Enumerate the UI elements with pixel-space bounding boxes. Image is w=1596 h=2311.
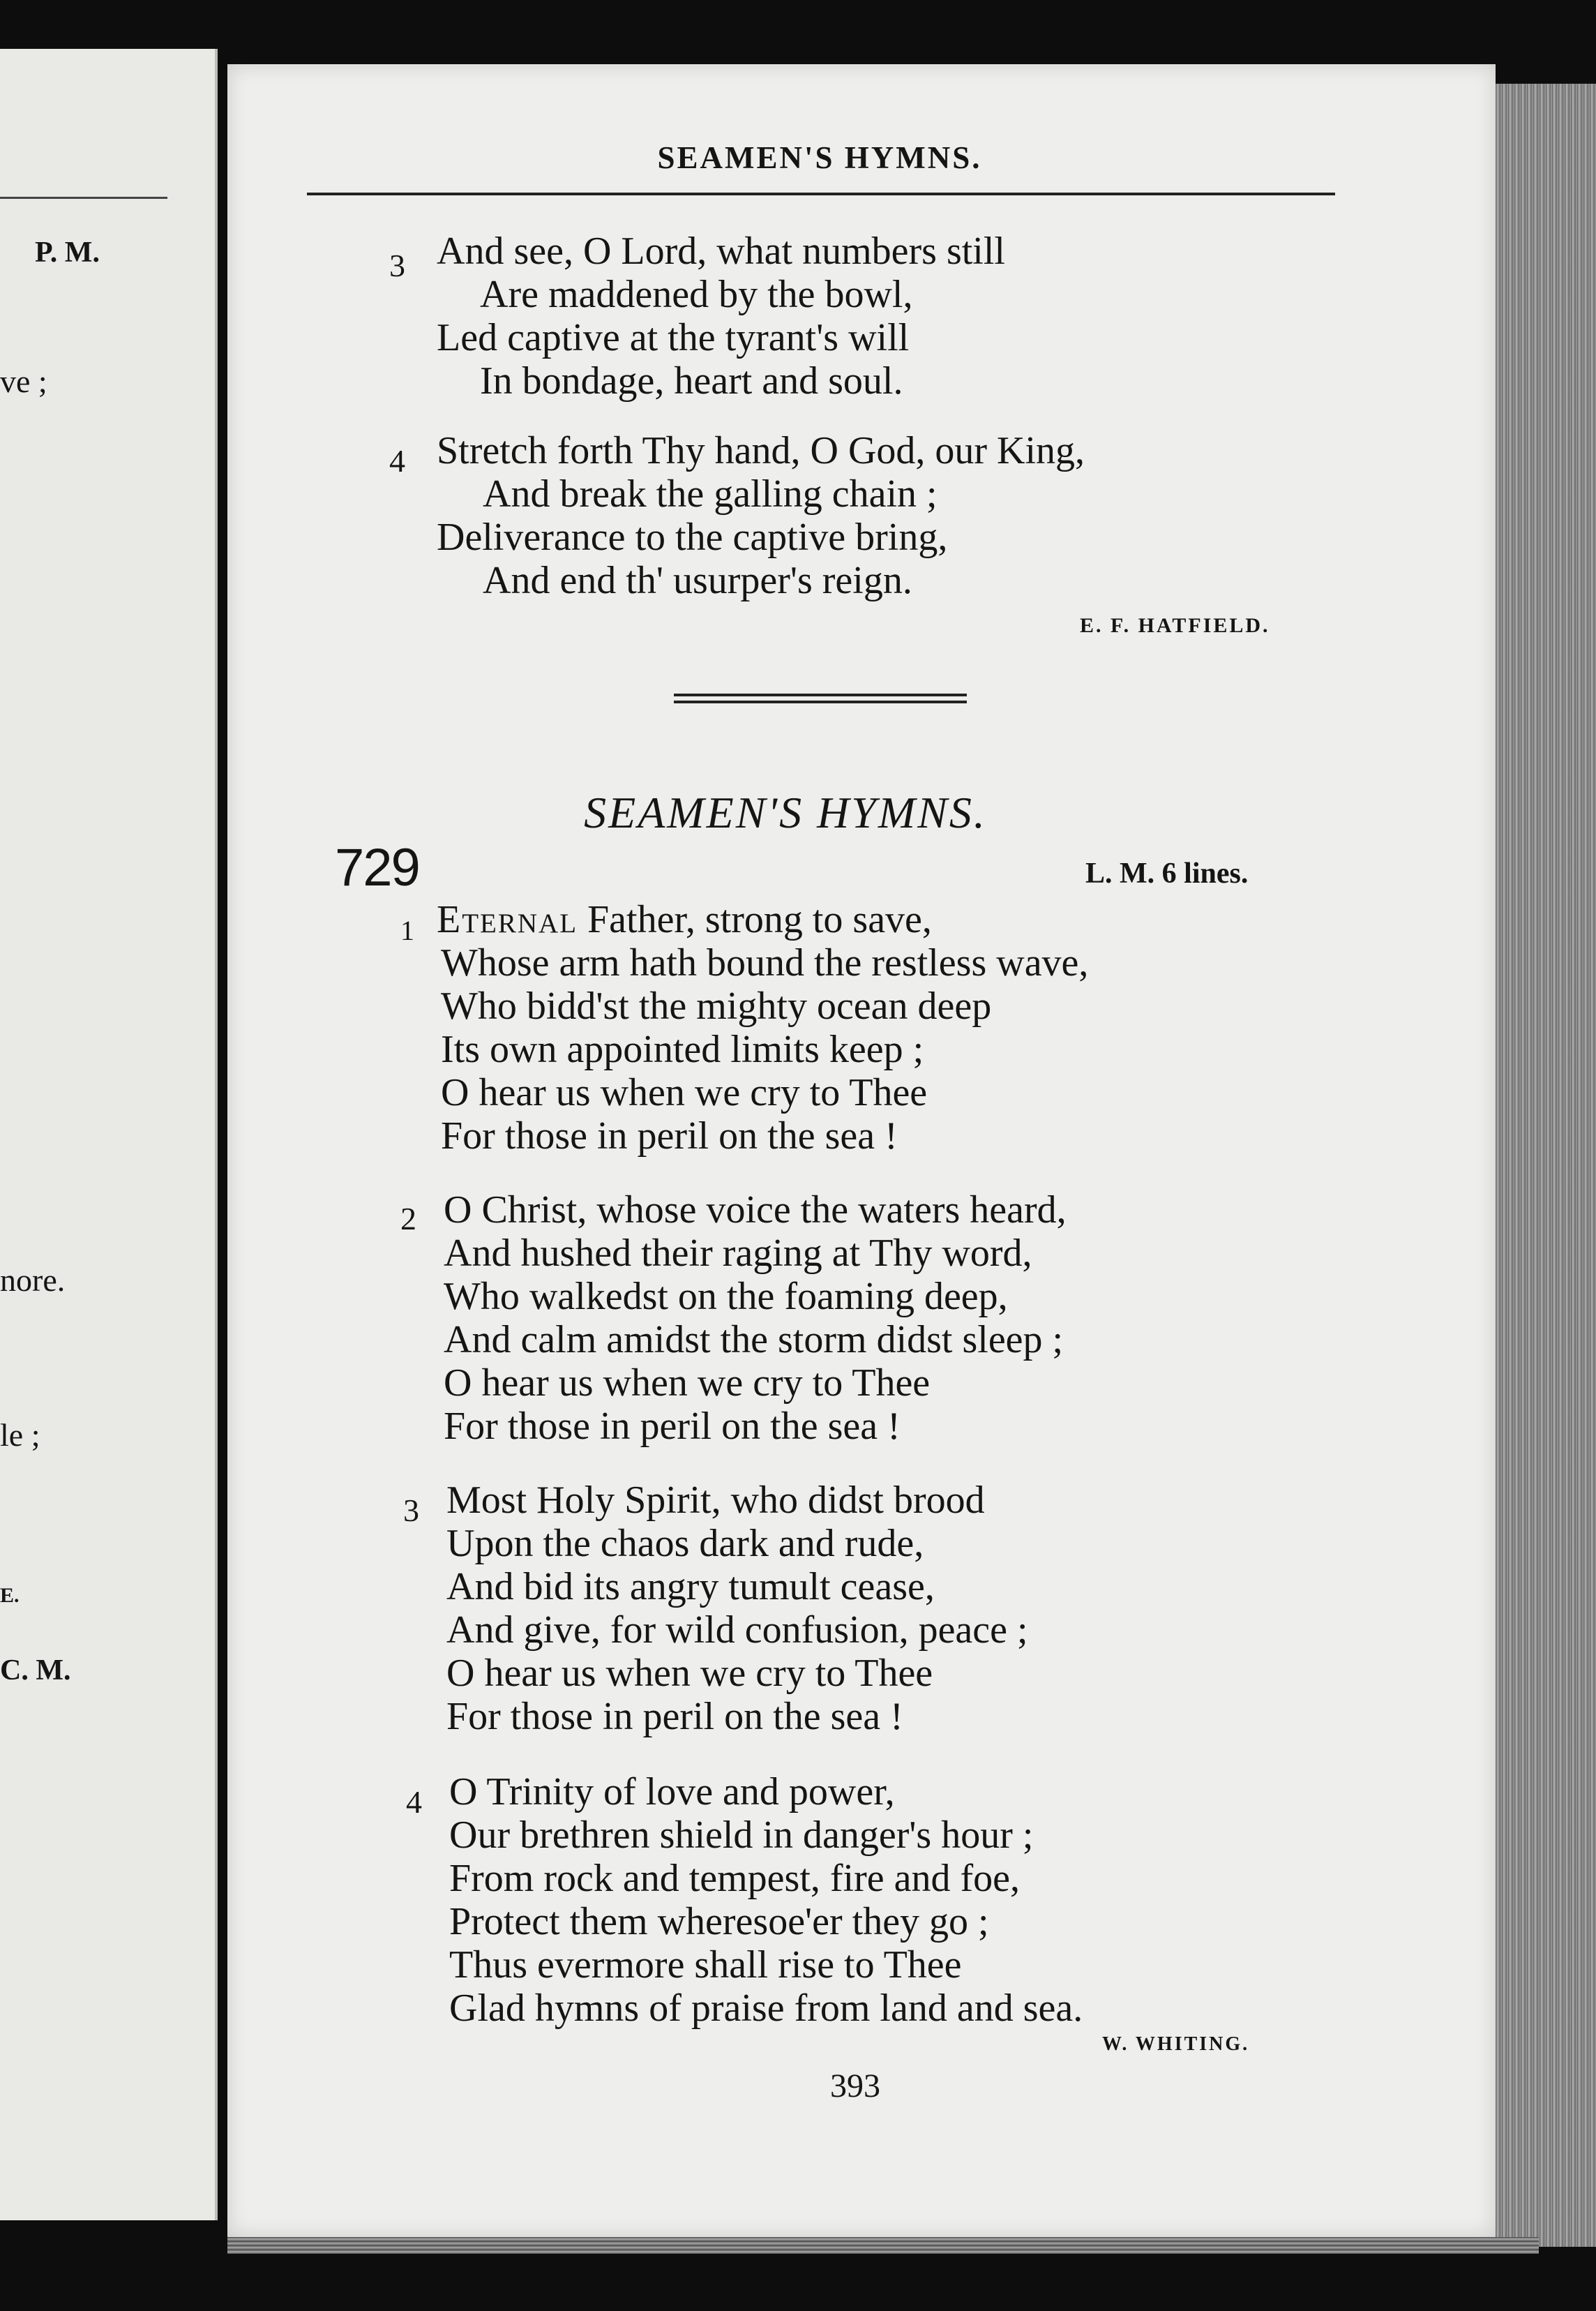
first-word: Eternal [437,898,578,941]
left-fragment-author: E. [0,1584,20,1607]
verse-line: And give, for wild confusion, peace ; [446,1608,1028,1652]
stanza-number: 4 [406,1784,422,1820]
running-head: SEAMEN'S HYMNS. [657,140,982,175]
verse-line: Are maddened by the bowl, [480,273,913,316]
verse-line: For those in peril on the sea ! [444,1405,901,1448]
verse-line: Led captive at the tyrant's will [437,316,910,359]
left-fragment-text: le ; [0,1417,40,1453]
verse-line: O hear us when we cry to Thee [446,1652,933,1695]
left-fragment-text: ve ; [0,364,47,399]
verse-line: Stretch forth Thy hand, O God, our King, [437,429,1085,472]
verse-line: In bondage, heart and soul. [480,359,903,403]
hymn-number: 729 [335,838,419,897]
author-attribution: W. WHITING. [1102,2033,1250,2055]
verse-line: And bid its angry tumult cease, [446,1565,935,1608]
verse-line: O hear us when we cry to Thee [441,1071,928,1114]
verse-line: Upon the chaos dark and rude, [446,1522,924,1565]
left-facing-page [0,49,218,2220]
stanza-number: 1 [400,915,414,946]
verse-line: And see, O Lord, what numbers still [437,230,1005,273]
verse-line: Whose arm hath bound the restless wave, [441,941,1089,985]
author-attribution: E. F. HATFIELD. [1080,614,1270,637]
stanza-number: 3 [403,1493,419,1528]
verse-line: From rock and tempest, fire and foe, [449,1857,1020,1900]
first-line-rest: Father, strong to save, [578,898,932,941]
stanza-number: 2 [400,1201,416,1236]
verse-line: And break the galling chain ; [483,472,938,516]
verse-line: And end th' usurper's reign. [483,559,912,602]
left-page-rule [0,197,167,199]
verse-line: Who bidd'st the mighty ocean deep [441,985,992,1028]
verse-line: Most Holy Spirit, who didst brood [446,1479,985,1522]
verse-line: Glad hymns of praise from land and sea. [449,1987,1083,2030]
right-page [227,64,1496,2237]
left-fragment-meter: C. M. [0,1654,71,1686]
verse-line: For those in peril on the sea ! [446,1695,903,1738]
verse-line: Its own appointed limits keep ; [441,1028,924,1071]
section-divider [674,694,967,703]
book-bottom-edge [227,2237,1539,2254]
verse-line: Our brethren shield in danger's hour ; [449,1813,1034,1857]
hymn-meter: L. M. 6 lines. [1085,858,1249,890]
stanza-number: 3 [389,248,405,283]
verse-line: Thus evermore shall rise to Thee [449,1943,962,1987]
verse-line: O Trinity of love and power, [449,1770,895,1813]
book-page-edges [1496,84,1596,2247]
page-number: 393 [830,2067,880,2104]
stanza-number: 4 [389,443,405,479]
verse-line: And hushed their raging at Thy word, [444,1232,1032,1275]
section-heading: SEAMEN'S HYMNS. [584,788,987,837]
left-fragment-meter: P. M. [35,237,100,269]
left-fragment-text: nore. [0,1262,66,1298]
header-rule [307,193,1335,195]
verse-line-first [437,900,932,939]
verse-line: Deliverance to the captive bring, [437,516,948,559]
verse-line: Protect them wheresoe'er they go ; [449,1900,989,1943]
verse-line: O hear us when we cry to Thee [444,1361,931,1405]
verse-line: For those in peril on the sea ! [441,1114,898,1158]
verse-line: Who walkedst on the foaming deep, [444,1275,1008,1318]
verse-line: O Christ, whose voice the waters heard, [444,1188,1067,1232]
verse-line: And calm amidst the storm didst sleep ; [444,1318,1064,1361]
